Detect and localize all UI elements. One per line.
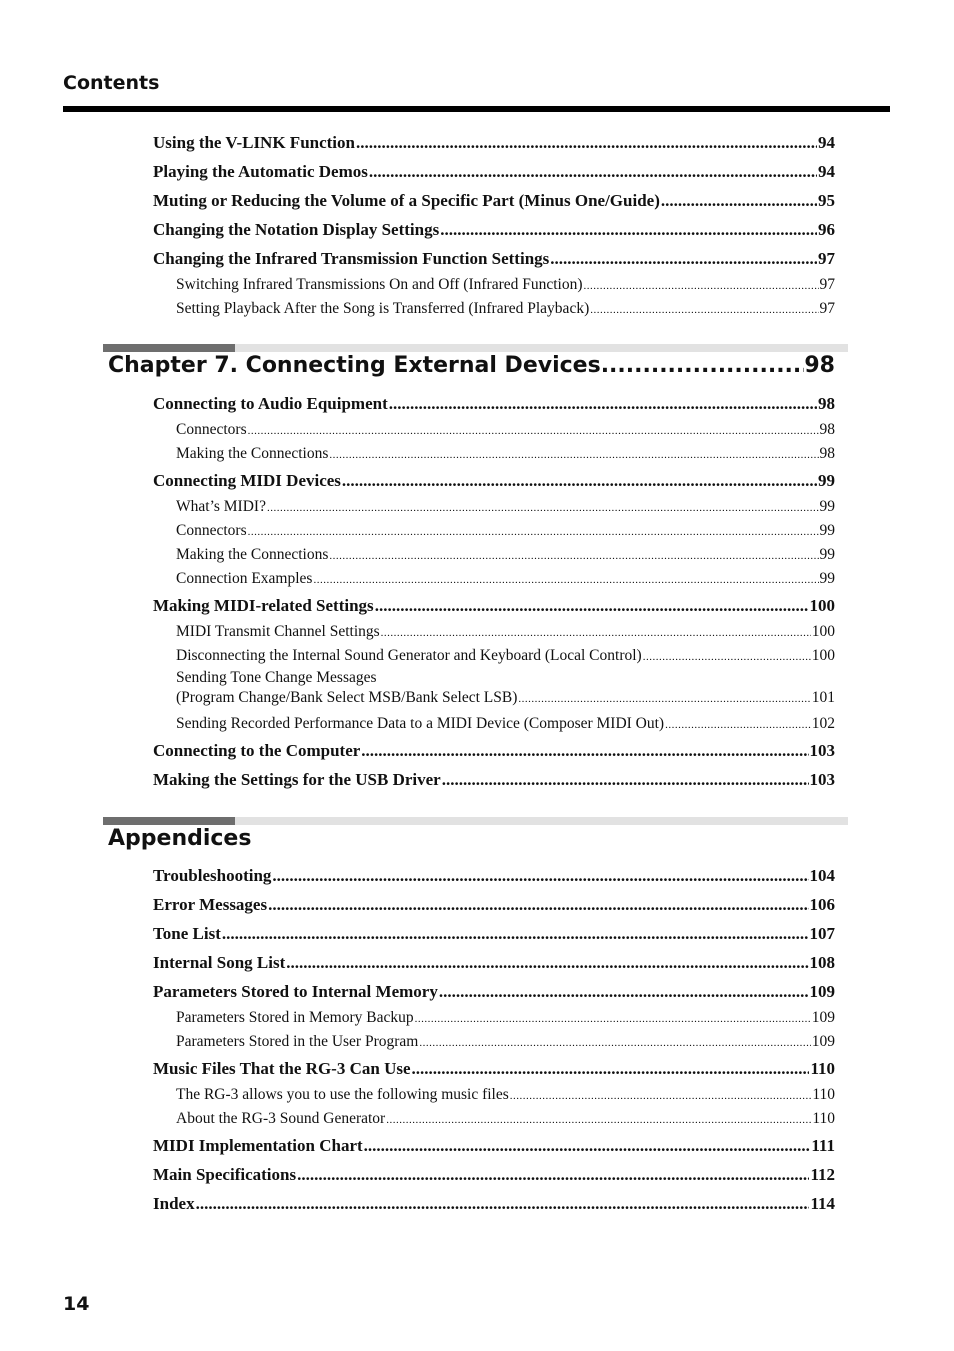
toc-entry-title: Sending Tone Change Messages	[176, 669, 377, 686]
appendices-section-bar	[103, 817, 848, 825]
toc-subentry[interactable]	[153, 543, 835, 567]
toc-entry-title: Connecting to Audio Equipment	[153, 394, 388, 413]
chapter7-page: 98	[804, 353, 835, 378]
toc-entry[interactable]	[153, 861, 835, 890]
dot-leader	[369, 157, 817, 186]
toc-entry-title: Making MIDI-related Settings	[153, 596, 374, 615]
toc-entry-page: 109	[811, 1033, 835, 1050]
toc-entry[interactable]	[153, 157, 835, 186]
toc-subentry[interactable]	[153, 442, 835, 466]
toc-entry-page: 108	[809, 953, 835, 972]
toc-entry-page: 109	[809, 982, 835, 1001]
appendices-heading	[108, 826, 835, 851]
dot-leader	[439, 977, 809, 1006]
toc-entry-page: 96	[818, 220, 835, 239]
toc-entry[interactable]	[153, 948, 835, 977]
toc-subentry[interactable]	[153, 1107, 835, 1131]
header-rule	[63, 106, 890, 112]
toc-entry-title: Main Specifications	[153, 1165, 297, 1184]
toc-entry-page: 109	[811, 1009, 835, 1026]
toc-subentry[interactable]	[153, 1030, 835, 1054]
toc-entry-page: 100	[809, 596, 835, 615]
toc-entry[interactable]	[153, 244, 835, 273]
dot-leader	[643, 645, 811, 669]
toc-entry[interactable]	[153, 591, 835, 620]
dot-leader	[386, 1108, 811, 1132]
toc-entry-title: The RG-3 allows you to use the following music files	[176, 1086, 509, 1103]
dot-leader	[590, 298, 818, 322]
toc-subentry[interactable]	[153, 644, 835, 668]
dot-leader	[415, 1007, 811, 1031]
toc-entry[interactable]	[153, 736, 835, 765]
toc-entry-page: 107	[809, 924, 835, 943]
toc-entry-title: Troubleshooting	[153, 866, 272, 885]
toc-entry[interactable]	[153, 389, 835, 418]
dot-leader	[313, 568, 818, 592]
toc-entry-page: 98	[819, 445, 835, 462]
toc-entry-page: 99	[819, 570, 835, 587]
toc-subentry[interactable]	[153, 1006, 835, 1030]
dot-leader	[268, 890, 808, 919]
toc-entry-title: Index	[153, 1194, 195, 1213]
toc-entry-title: Parameters Stored in Memory Backup	[176, 1009, 414, 1026]
dot-leader	[248, 419, 819, 443]
toc-entry-page: 110	[810, 1059, 835, 1078]
toc-subentry[interactable]	[153, 567, 835, 591]
toc-entry-title: Connectors	[176, 421, 247, 438]
toc-entry-title: Connection Examples	[176, 570, 313, 587]
toc-entry[interactable]	[153, 1189, 835, 1218]
toc-entry-title: Muting or Reducing the Volume of a Specific Part (Minus One/Guide)	[153, 191, 660, 210]
toc-entry-page: 104	[809, 866, 835, 885]
toc-subentry[interactable]	[153, 519, 835, 543]
toc-entry-title: Using the V-LINK Function	[153, 133, 355, 152]
dot-leader	[601, 353, 805, 378]
toc-entry[interactable]	[153, 128, 835, 157]
dot-leader	[286, 948, 808, 977]
dot-leader	[412, 1054, 810, 1083]
toc-entry-title: Internal Song List	[153, 953, 286, 972]
toc-entry-page: 111	[811, 1136, 835, 1155]
toc-entry-page: 97	[818, 249, 835, 268]
toc-subentry[interactable]	[153, 620, 835, 644]
toc-entry-page: 110	[812, 1086, 835, 1103]
chapter7-section-bar	[103, 344, 848, 352]
toc-entry-title: Parameters Stored in the User Program	[176, 1033, 419, 1050]
dot-leader	[375, 591, 809, 620]
toc-entry[interactable]	[153, 765, 835, 794]
dot-leader	[381, 621, 811, 645]
toc-entry-title: Parameters Stored to Internal Memory	[153, 982, 438, 1001]
dot-leader	[440, 215, 817, 244]
appendices-title: Appendices	[108, 826, 252, 851]
toc-entry-page: 99	[818, 471, 835, 490]
toc-entry-title: Making the Connections	[176, 546, 329, 563]
toc-entry-title: Music Files That the RG-3 Can Use	[153, 1059, 411, 1078]
dot-leader	[267, 496, 819, 520]
page-header-title: Contents	[63, 72, 160, 94]
toc-entry-page: 99	[819, 546, 835, 563]
toc-entry-title: Error Messages	[153, 895, 268, 914]
dot-leader	[297, 1160, 809, 1189]
toc-entry-page: 103	[809, 741, 835, 760]
toc-entry-page: 100	[811, 623, 835, 640]
dot-leader	[442, 765, 809, 794]
toc-entry-title: Playing the Automatic Demos	[153, 162, 368, 181]
toc-subentry[interactable]	[153, 297, 835, 321]
dot-leader	[272, 861, 808, 890]
dot-leader	[361, 736, 808, 765]
toc-entry-title: Connecting to the Computer	[153, 741, 361, 760]
toc-entry[interactable]	[153, 1160, 835, 1189]
toc-entry-page: 98	[819, 421, 835, 438]
toc-entry-title: Making the Connections	[176, 445, 329, 462]
toc-entry-page: 102	[811, 715, 835, 732]
toc-entry-page: 94	[818, 162, 835, 181]
toc-entry-page: 112	[810, 1165, 835, 1184]
toc-entry-title: Making the Settings for the USB Driver	[153, 770, 441, 789]
chapter7-heading[interactable]	[108, 353, 835, 378]
toc-top-section	[153, 128, 835, 321]
page-number: 14	[63, 1293, 90, 1315]
toc-entry[interactable]	[153, 977, 835, 1006]
toc-entry-page: 97	[819, 276, 835, 293]
dot-leader	[518, 689, 810, 709]
toc-entry-title-continued: (Program Change/Bank Select MSB/Bank Select LSB)	[176, 689, 518, 706]
toc-entry-page: 110	[812, 1110, 835, 1127]
toc-chapter7-section	[153, 389, 835, 794]
toc-entry-title: Tone List	[153, 924, 221, 943]
dot-leader	[661, 186, 817, 215]
toc-entry[interactable]	[153, 215, 835, 244]
dot-leader	[389, 389, 817, 418]
toc-entry-page: 99	[819, 498, 835, 515]
toc-entry-page: 114	[810, 1194, 835, 1213]
dot-leader	[665, 713, 811, 737]
chapter7-title: Chapter 7. Connecting External Devices	[108, 353, 601, 378]
toc-entry-title: Connectors	[176, 522, 247, 539]
toc-entry-title: Sending Recorded Performance Data to a MIDI Device (Composer MIDI Out)	[176, 715, 665, 732]
dot-leader	[342, 466, 817, 495]
toc-entry-page: 97	[819, 300, 835, 317]
toc-subentry[interactable]	[153, 1083, 835, 1107]
dot-leader	[419, 1031, 810, 1055]
toc-subentry[interactable]	[153, 495, 835, 519]
toc-entry-title: Disconnecting the Internal Sound Generator and Keyboard (Local Control)	[176, 647, 642, 664]
toc-entry-title: Setting Playback After the Song is Transferred (Infrared Playback)	[176, 300, 590, 317]
dot-leader	[329, 544, 818, 568]
toc-entry-title: Changing the Infrared Transmission Function Settings	[153, 249, 550, 268]
toc-entry-page: 94	[818, 133, 835, 152]
toc-subentry[interactable]	[153, 668, 835, 712]
toc-appendices-section	[153, 861, 835, 1218]
toc-subentry[interactable]	[153, 712, 835, 736]
dot-leader	[584, 274, 819, 298]
toc-entry-title: MIDI Implementation Chart	[153, 1136, 363, 1155]
dot-leader	[356, 128, 817, 157]
toc-entry[interactable]	[153, 1131, 835, 1160]
toc-subentry[interactable]	[153, 273, 835, 297]
toc-entry-page: 95	[818, 191, 835, 210]
toc-entry-title: What’s MIDI?	[176, 498, 266, 515]
toc-entry-page: 99	[819, 522, 835, 539]
dot-leader	[550, 244, 817, 273]
dot-leader	[510, 1084, 812, 1108]
toc-entry[interactable]	[153, 919, 835, 948]
toc-entry-title: Changing the Notation Display Settings	[153, 220, 440, 239]
toc-entry-title: About the RG-3 Sound Generator	[176, 1110, 386, 1127]
dot-leader	[248, 520, 819, 544]
toc-entry-title: Connecting MIDI Devices	[153, 471, 341, 490]
dot-leader	[196, 1189, 810, 1218]
toc-entry-page: 101	[811, 689, 835, 706]
toc-entry[interactable]	[153, 186, 835, 215]
dot-leader	[329, 443, 818, 467]
toc-entry[interactable]	[153, 890, 835, 919]
dot-leader	[364, 1131, 811, 1160]
toc-entry-page: 103	[809, 770, 835, 789]
toc-entry-title: MIDI Transmit Channel Settings	[176, 623, 380, 640]
toc-entry-page: 106	[809, 895, 835, 914]
toc-entry[interactable]	[153, 466, 835, 495]
toc-entry[interactable]	[153, 1054, 835, 1083]
toc-subentry[interactable]	[153, 418, 835, 442]
toc-entry-page: 98	[818, 394, 835, 413]
dot-leader	[222, 919, 809, 948]
toc-entry-title: Switching Infrared Transmissions On and Off (Infrared Function)	[176, 276, 583, 293]
toc-entry-page: 100	[811, 647, 835, 664]
